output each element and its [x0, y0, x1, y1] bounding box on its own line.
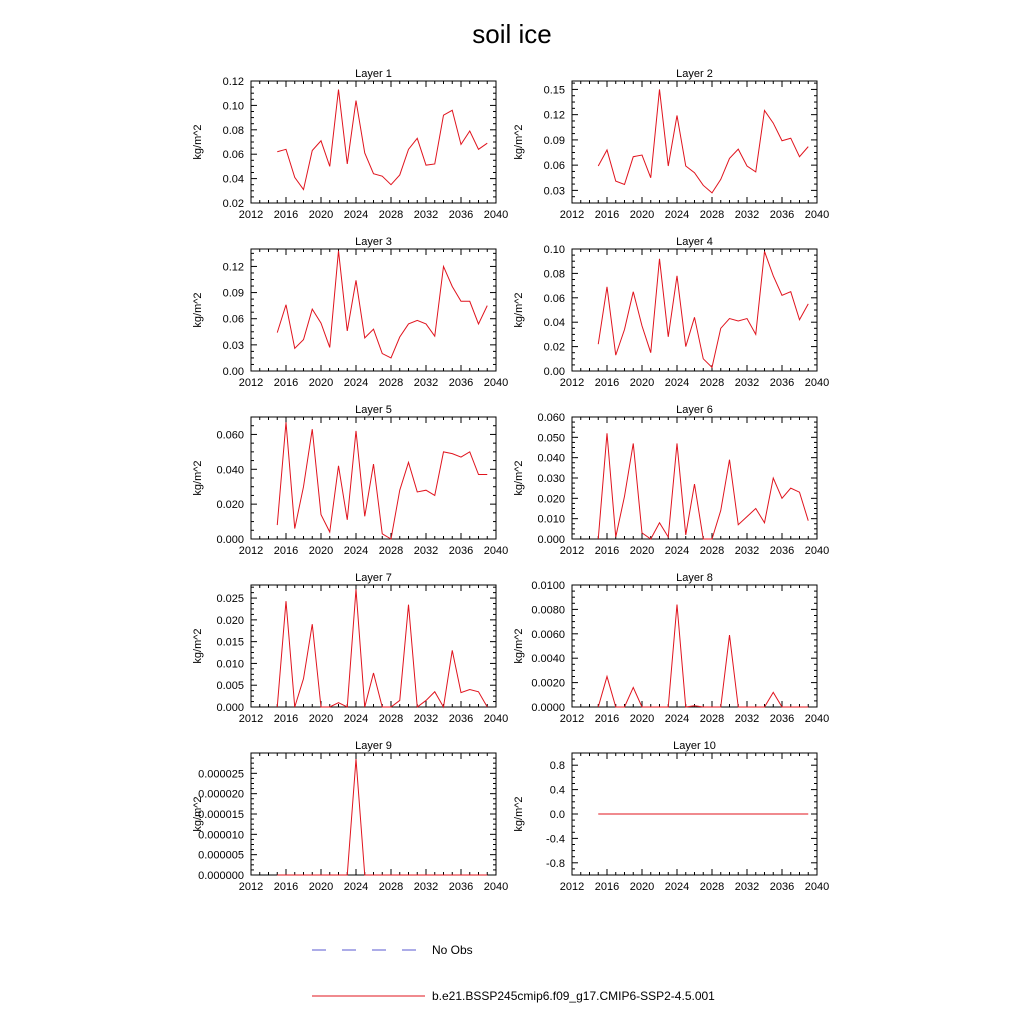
y-tick-label: -0.8 — [546, 857, 565, 870]
x-tick-label: 2040 — [804, 545, 830, 557]
plot-frame-layer-3 — [251, 249, 496, 371]
y-tick-label: 0.025 — [216, 593, 244, 606]
x-tick-label: 2028 — [699, 713, 725, 725]
panel-layer-1 — [192, 68, 508, 221]
y-tick-label: 0.020 — [216, 499, 244, 512]
panel-title-layer-7: Layer 7 — [355, 572, 392, 584]
y-tick-label: 0.06 — [222, 313, 244, 326]
y-tick-label: 0.010 — [537, 513, 565, 526]
x-tick-label: 2020 — [308, 713, 334, 725]
x-tick-label: 2016 — [273, 209, 299, 221]
series-line-layer-2 — [598, 89, 808, 192]
x-tick-label: 2016 — [273, 377, 299, 389]
series-line-layer-8 — [598, 605, 808, 707]
y-tick-label: 0.0000 — [531, 702, 565, 714]
x-tick-label: 2032 — [734, 881, 760, 893]
plot-frame-layer-6 — [572, 417, 817, 539]
series-line-layer-5 — [277, 422, 487, 539]
y-tick-label: 0.0080 — [531, 604, 565, 617]
x-tick-label: 2012 — [559, 545, 585, 557]
y-tick-label: 0.000015 — [198, 809, 244, 821]
y-tick-label: 0.03 — [222, 339, 244, 352]
y-tick-label: 0.08 — [543, 268, 565, 281]
panel-title-layer-5: Layer 5 — [355, 404, 392, 416]
x-tick-label: 2040 — [483, 881, 509, 893]
y-tick-label: 0.06 — [222, 149, 244, 162]
x-tick-label: 2020 — [629, 209, 655, 221]
y-tick-label: 0.0040 — [531, 653, 565, 666]
x-tick-label: 2020 — [308, 377, 334, 389]
series-line-layer-1 — [277, 90, 487, 190]
panel-title-layer-4: Layer 4 — [676, 236, 713, 248]
x-tick-label: 2036 — [448, 881, 474, 893]
x-tick-label: 2040 — [483, 209, 509, 221]
panel-layer-3 — [192, 236, 508, 389]
x-tick-label: 2016 — [594, 377, 620, 389]
x-tick-label: 2024 — [664, 209, 690, 221]
y-tick-label: 0.03 — [543, 185, 565, 198]
x-tick-label: 2028 — [699, 881, 725, 893]
x-tick-label: 2024 — [343, 545, 369, 557]
y-tick-label: 0.15 — [543, 84, 565, 97]
y-tick-label: 0.0 — [549, 809, 565, 821]
y-axis-label-layer-9: kg/m^2 — [192, 796, 204, 832]
plot-frame-layer-7 — [251, 585, 496, 707]
x-tick-label: 2036 — [769, 881, 795, 893]
x-tick-label: 2024 — [664, 545, 690, 557]
y-tick-label: 0.10 — [543, 244, 565, 256]
x-tick-label: 2016 — [594, 713, 620, 725]
series-line-layer-4 — [598, 251, 808, 367]
y-axis-label-layer-10: kg/m^2 — [513, 796, 525, 832]
y-tick-label: 0.000025 — [198, 768, 244, 781]
panel-layer-8 — [513, 572, 829, 725]
series-line-layer-7 — [277, 589, 487, 707]
y-tick-label: 0.00 — [222, 366, 244, 378]
x-tick-label: 2016 — [594, 881, 620, 893]
y-tick-label: 0.020 — [537, 493, 565, 506]
x-tick-label: 2040 — [483, 713, 509, 725]
legend-model-label: b.e21.BSSP245cmip6.f09_g17.CMIP6-SSP2-4.5.001 — [432, 989, 715, 1003]
x-tick-label: 2024 — [664, 377, 690, 389]
y-tick-label: 0.8 — [549, 760, 565, 773]
x-tick-label: 2036 — [769, 209, 795, 221]
x-tick-label: 2024 — [343, 209, 369, 221]
y-tick-label: 0.0100 — [531, 580, 565, 592]
y-tick-label: -0.4 — [546, 833, 565, 846]
x-tick-label: 2012 — [238, 881, 264, 893]
plot-frame-layer-4 — [572, 249, 817, 371]
y-axis-label-layer-4: kg/m^2 — [513, 292, 525, 328]
x-tick-label: 2024 — [664, 881, 690, 893]
series-line-layer-3 — [277, 251, 487, 358]
figure-title: soil ice — [472, 19, 552, 49]
y-tick-label: 0.08 — [222, 124, 244, 137]
y-tick-label: 0.030 — [537, 473, 565, 485]
plot-frame-layer-5 — [251, 417, 496, 539]
y-axis-label-layer-1: kg/m^2 — [192, 124, 204, 160]
x-tick-label: 2028 — [699, 545, 725, 557]
y-tick-label: 0.06 — [543, 160, 565, 173]
panel-layer-5 — [192, 404, 508, 557]
y-tick-label: 0.09 — [222, 287, 244, 300]
y-tick-label: 0.12 — [543, 109, 565, 122]
y-tick-label: 0.000000 — [198, 870, 244, 882]
x-tick-label: 2036 — [769, 377, 795, 389]
x-tick-label: 2040 — [804, 209, 830, 221]
x-tick-label: 2040 — [483, 545, 509, 557]
x-tick-label: 2028 — [378, 713, 404, 725]
x-tick-label: 2012 — [559, 377, 585, 389]
x-tick-label: 2020 — [308, 881, 334, 893]
panel-title-layer-10: Layer 10 — [673, 740, 716, 752]
panel-title-layer-8: Layer 8 — [676, 572, 713, 584]
x-tick-label: 2020 — [629, 377, 655, 389]
y-tick-label: 0.010 — [216, 658, 244, 671]
x-tick-label: 2032 — [734, 713, 760, 725]
x-tick-label: 2036 — [448, 713, 474, 725]
plot-frame-layer-1 — [251, 81, 496, 203]
series-line-layer-6 — [598, 433, 808, 539]
x-tick-label: 2036 — [448, 545, 474, 557]
y-tick-label: 0.0020 — [531, 677, 565, 690]
x-tick-label: 2032 — [734, 377, 760, 389]
y-axis-label-layer-3: kg/m^2 — [192, 292, 204, 328]
x-tick-label: 2012 — [238, 377, 264, 389]
panel-title-layer-2: Layer 2 — [676, 68, 713, 80]
x-tick-label: 2020 — [629, 545, 655, 557]
x-tick-label: 2024 — [343, 881, 369, 893]
y-tick-label: 0.000005 — [198, 849, 244, 862]
plot-frame-layer-2 — [572, 81, 817, 203]
x-tick-label: 2024 — [343, 377, 369, 389]
panel-layer-2 — [513, 68, 829, 221]
x-tick-label: 2024 — [343, 713, 369, 725]
x-tick-label: 2036 — [769, 545, 795, 557]
x-tick-label: 2032 — [734, 209, 760, 221]
panel-title-layer-9: Layer 9 — [355, 740, 392, 752]
y-tick-label: 0.040 — [537, 452, 565, 465]
x-tick-label: 2020 — [629, 713, 655, 725]
x-tick-label: 2020 — [629, 881, 655, 893]
x-tick-label: 2012 — [238, 713, 264, 725]
x-tick-label: 2012 — [238, 209, 264, 221]
y-tick-label: 0.0060 — [531, 628, 565, 641]
x-tick-label: 2040 — [483, 377, 509, 389]
y-tick-label: 0.00 — [543, 366, 565, 378]
y-tick-label: 0.02 — [543, 341, 565, 354]
x-tick-label: 2040 — [804, 713, 830, 725]
y-tick-label: 0.12 — [222, 261, 244, 274]
y-tick-label: 0.09 — [543, 134, 565, 147]
x-tick-label: 2040 — [804, 377, 830, 389]
panels — [192, 68, 829, 893]
y-tick-label: 0.4 — [549, 784, 565, 797]
panel-title-layer-1: Layer 1 — [355, 68, 392, 80]
x-tick-label: 2040 — [804, 881, 830, 893]
x-tick-label: 2028 — [699, 209, 725, 221]
y-tick-label: 0.020 — [216, 614, 244, 627]
y-tick-label: 0.015 — [216, 636, 244, 649]
y-axis-label-layer-2: kg/m^2 — [513, 124, 525, 160]
legend — [312, 943, 715, 1003]
x-tick-label: 2036 — [769, 713, 795, 725]
x-tick-label: 2012 — [559, 881, 585, 893]
plot-frame-layer-9 — [251, 753, 496, 875]
y-tick-label: 0.060 — [216, 429, 244, 442]
y-axis-label-layer-6: kg/m^2 — [513, 460, 525, 496]
x-tick-label: 2020 — [308, 545, 334, 557]
panel-layer-10 — [513, 740, 829, 893]
series-line-layer-9 — [277, 759, 487, 875]
x-tick-label: 2012 — [238, 545, 264, 557]
x-tick-label: 2028 — [699, 377, 725, 389]
x-tick-label: 2032 — [413, 881, 439, 893]
x-tick-label: 2036 — [448, 209, 474, 221]
x-tick-label: 2012 — [559, 713, 585, 725]
x-tick-label: 2028 — [378, 881, 404, 893]
y-tick-label: 0.060 — [537, 412, 565, 424]
y-tick-label: 0.000 — [216, 702, 244, 714]
x-tick-label: 2032 — [413, 545, 439, 557]
x-tick-label: 2032 — [413, 713, 439, 725]
y-axis-label-layer-5: kg/m^2 — [192, 460, 204, 496]
panel-layer-6 — [513, 404, 829, 557]
panel-layer-4 — [513, 236, 829, 389]
y-axis-label-layer-7: kg/m^2 — [192, 628, 204, 664]
y-tick-label: 0.050 — [537, 432, 565, 445]
x-tick-label: 2032 — [413, 377, 439, 389]
x-tick-label: 2028 — [378, 209, 404, 221]
y-tick-label: 0.10 — [222, 100, 244, 113]
x-tick-label: 2032 — [734, 545, 760, 557]
x-tick-label: 2016 — [273, 881, 299, 893]
y-tick-label: 0.04 — [222, 173, 244, 186]
y-axis-label-layer-8: kg/m^2 — [513, 628, 525, 664]
x-tick-label: 2028 — [378, 377, 404, 389]
x-tick-label: 2024 — [664, 713, 690, 725]
x-tick-label: 2036 — [448, 377, 474, 389]
panel-title-layer-6: Layer 6 — [676, 404, 713, 416]
y-tick-label: 0.000020 — [198, 788, 244, 801]
y-tick-label: 0.000010 — [198, 829, 244, 842]
y-tick-label: 0.04 — [543, 317, 565, 330]
x-tick-label: 2016 — [273, 713, 299, 725]
y-tick-label: 0.06 — [543, 292, 565, 305]
x-tick-label: 2016 — [594, 209, 620, 221]
x-tick-label: 2032 — [413, 209, 439, 221]
x-tick-label: 2028 — [378, 545, 404, 557]
y-tick-label: 0.000 — [537, 534, 565, 546]
panel-title-layer-3: Layer 3 — [355, 236, 392, 248]
legend-obs-label: No Obs — [432, 943, 473, 957]
y-tick-label: 0.000 — [216, 534, 244, 546]
x-tick-label: 2020 — [308, 209, 334, 221]
x-tick-label: 2016 — [273, 545, 299, 557]
x-tick-label: 2012 — [559, 209, 585, 221]
x-tick-label: 2016 — [594, 545, 620, 557]
y-tick-label: 0.005 — [216, 680, 244, 693]
y-tick-label: 0.12 — [222, 76, 244, 88]
plot-frame-layer-8 — [572, 585, 817, 707]
panel-layer-9 — [192, 740, 508, 893]
panel-layer-7 — [192, 572, 508, 725]
y-tick-label: 0.040 — [216, 464, 244, 477]
y-tick-label: 0.02 — [222, 198, 244, 210]
